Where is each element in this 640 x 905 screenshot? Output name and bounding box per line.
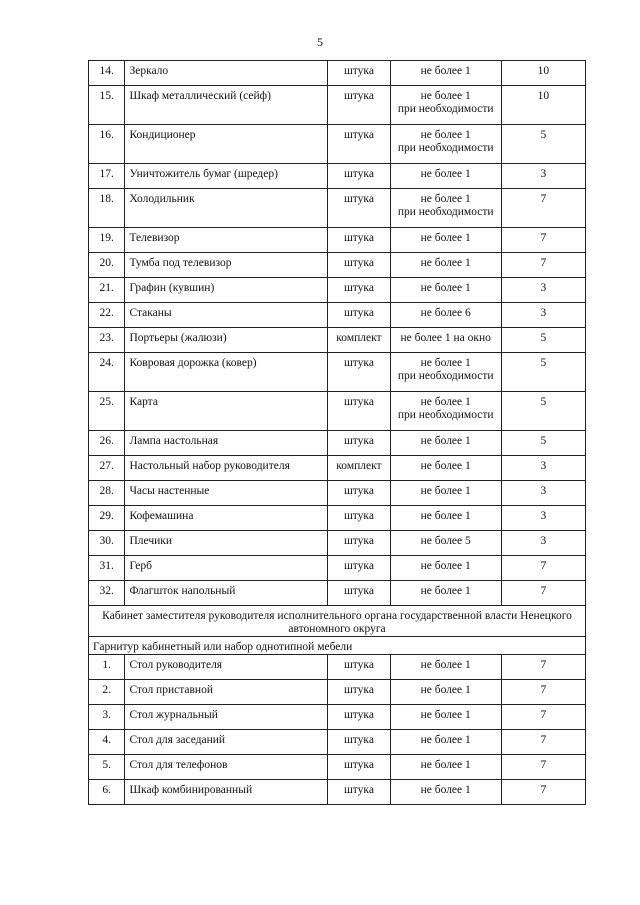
item-service-life: 7 (501, 730, 585, 755)
item-name: Стол руководителя (125, 655, 328, 680)
item-service-life: 7 (501, 705, 585, 730)
row-number: 15. (89, 86, 125, 125)
quantity-line: не более 1 (420, 396, 471, 408)
item-unit: штука (328, 506, 391, 531)
table-row (89, 531, 586, 556)
section-heading-row (89, 606, 586, 637)
quantity-line: не более 5 (420, 535, 471, 547)
item-quantity (390, 481, 501, 506)
item-name: Карта (125, 392, 328, 431)
quantity-line: не более 1 (420, 435, 471, 447)
table-row (89, 353, 586, 392)
item-service-life: 7 (501, 189, 585, 228)
table-row (89, 481, 586, 506)
row-number: 26. (89, 431, 125, 456)
item-quantity (390, 86, 501, 125)
item-unit: штука (328, 531, 391, 556)
table-row (89, 705, 586, 730)
section-heading: Кабинет заместителя руководителя исполнительного органа государственной власти Ненецкого автономного округа (89, 606, 586, 637)
item-quantity (390, 431, 501, 456)
item-service-life: 3 (501, 481, 585, 506)
item-quantity (390, 328, 501, 353)
item-quantity (390, 655, 501, 680)
item-name: Герб (125, 556, 328, 581)
quantity-line: при необходимости (397, 370, 494, 382)
row-number: 4. (89, 730, 125, 755)
row-number: 31. (89, 556, 125, 581)
item-unit: штука (328, 86, 391, 125)
row-number: 1. (89, 655, 125, 680)
table-row (89, 581, 586, 606)
subsection-heading: Гарнитур кабинетный или набор однотипной мебели (89, 637, 586, 655)
quantity-line: не более 1 (420, 129, 471, 141)
quantity-line: при необходимости (397, 103, 494, 115)
item-quantity (390, 730, 501, 755)
quantity-line: не более 1 (420, 65, 471, 77)
quantity-line: не более 1 (420, 357, 471, 369)
item-name: Ковровая дорожка (ковер) (125, 353, 328, 392)
quantity-line: не более 1 (420, 232, 471, 244)
row-number: 5. (89, 755, 125, 780)
row-number: 23. (89, 328, 125, 353)
item-service-life: 3 (501, 506, 585, 531)
item-quantity (390, 705, 501, 730)
quantity-line: не более 1 (420, 460, 471, 472)
item-name: Зеркало (125, 61, 328, 86)
item-service-life: 7 (501, 228, 585, 253)
row-number: 14. (89, 61, 125, 86)
page-number: 5 (317, 35, 323, 49)
table-body-bottom (89, 655, 586, 805)
item-service-life: 3 (501, 164, 585, 189)
item-name: Стол для телефонов (125, 755, 328, 780)
item-quantity (390, 456, 501, 481)
item-quantity (390, 506, 501, 531)
table-row (89, 431, 586, 456)
quantity-line: при необходимости (397, 409, 494, 421)
item-service-life: 10 (501, 61, 585, 86)
item-quantity (390, 531, 501, 556)
item-name: Шкаф металлический (сейф) (125, 86, 328, 125)
item-name: Стол журнальный (125, 705, 328, 730)
item-quantity (390, 228, 501, 253)
row-number: 21. (89, 278, 125, 303)
quantity-line: не более 1 (420, 659, 471, 671)
item-unit: штука (328, 303, 391, 328)
item-name: Стол приставной (125, 680, 328, 705)
quantity-line: не более 1 (420, 684, 471, 696)
item-quantity (390, 61, 501, 86)
item-name: Стаканы (125, 303, 328, 328)
item-service-life: 10 (501, 86, 585, 125)
row-number: 3. (89, 705, 125, 730)
quantity-line: не более 1 (420, 485, 471, 497)
row-number: 16. (89, 125, 125, 164)
row-number: 29. (89, 506, 125, 531)
item-quantity (390, 253, 501, 278)
quantity-line: не более 1 (420, 193, 471, 205)
item-quantity (390, 189, 501, 228)
item-unit: штука (328, 730, 391, 755)
table-row (89, 278, 586, 303)
item-unit: штука (328, 392, 391, 431)
table-row (89, 228, 586, 253)
table-row (89, 164, 586, 189)
item-service-life: 7 (501, 780, 585, 805)
item-name: Стол для заседаний (125, 730, 328, 755)
table-row (89, 755, 586, 780)
item-quantity (390, 164, 501, 189)
subsection-heading-row (89, 637, 586, 655)
table-row (89, 125, 586, 164)
item-service-life: 5 (501, 125, 585, 164)
item-quantity (390, 755, 501, 780)
item-name: Флагшток напольный (125, 581, 328, 606)
item-quantity (390, 392, 501, 431)
item-unit: штука (328, 431, 391, 456)
table-row (89, 780, 586, 805)
item-quantity (390, 125, 501, 164)
item-unit: штука (328, 581, 391, 606)
table-row (89, 506, 586, 531)
row-number: 17. (89, 164, 125, 189)
table-row (89, 680, 586, 705)
row-number: 30. (89, 531, 125, 556)
row-number: 19. (89, 228, 125, 253)
item-service-life: 3 (501, 303, 585, 328)
item-unit: штука (328, 189, 391, 228)
row-number: 22. (89, 303, 125, 328)
item-unit: штука (328, 253, 391, 278)
item-quantity (390, 278, 501, 303)
quantity-line: не более 1 на окно (400, 332, 491, 344)
row-number: 2. (89, 680, 125, 705)
item-name: Холодильник (125, 189, 328, 228)
quantity-line: не более 1 (420, 784, 471, 796)
row-number: 32. (89, 581, 125, 606)
item-unit: штука (328, 655, 391, 680)
item-service-life: 7 (501, 680, 585, 705)
item-quantity (390, 581, 501, 606)
item-name: Кондиционер (125, 125, 328, 164)
item-unit: штука (328, 125, 391, 164)
item-service-life: 5 (501, 353, 585, 392)
quantity-line: не более 1 (420, 168, 471, 180)
table-row (89, 328, 586, 353)
furniture-norms-table (88, 60, 586, 805)
quantity-line: не более 1 (420, 257, 471, 269)
item-name: Часы настенные (125, 481, 328, 506)
quantity-line: не более 1 (420, 759, 471, 771)
table-row (89, 392, 586, 431)
item-quantity (390, 780, 501, 805)
row-number: 24. (89, 353, 125, 392)
row-number: 28. (89, 481, 125, 506)
item-service-life: 3 (501, 456, 585, 481)
item-name: Лампа настольная (125, 431, 328, 456)
item-unit: штука (328, 353, 391, 392)
quantity-line: не более 1 (420, 734, 471, 746)
table-body-top (89, 61, 586, 606)
item-service-life: 7 (501, 581, 585, 606)
quantity-line: не более 1 (420, 510, 471, 522)
quantity-line: не более 1 (420, 90, 471, 102)
item-name: Графин (кувшин) (125, 278, 328, 303)
item-name: Кофемашина (125, 506, 328, 531)
item-quantity (390, 353, 501, 392)
item-unit: комплект (328, 328, 391, 353)
item-quantity (390, 303, 501, 328)
item-name: Уничтожитель бумаг (шредер) (125, 164, 328, 189)
table-row (89, 556, 586, 581)
table-row (89, 456, 586, 481)
row-number: 6. (89, 780, 125, 805)
item-name: Плечики (125, 531, 328, 556)
item-name: Портьеры (жалюзи) (125, 328, 328, 353)
item-unit: штука (328, 228, 391, 253)
item-name: Настольный набор руководителя (125, 456, 328, 481)
item-name: Шкаф комбинированный (125, 780, 328, 805)
item-unit: штука (328, 61, 391, 86)
item-service-life: 7 (501, 755, 585, 780)
item-service-life: 3 (501, 531, 585, 556)
item-unit: штука (328, 755, 391, 780)
item-unit: штука (328, 780, 391, 805)
item-name: Телевизор (125, 228, 328, 253)
item-service-life: 7 (501, 655, 585, 680)
item-quantity (390, 680, 501, 705)
quantity-line: при необходимости (397, 206, 494, 218)
table-row (89, 189, 586, 228)
item-unit: штука (328, 705, 391, 730)
quantity-line: не более 1 (420, 560, 471, 572)
item-service-life: 5 (501, 328, 585, 353)
table-body-section (89, 606, 586, 655)
item-unit: штука (328, 481, 391, 506)
item-unit: комплект (328, 456, 391, 481)
item-unit: штука (328, 278, 391, 303)
item-unit: штука (328, 680, 391, 705)
table-row (89, 61, 586, 86)
row-number: 25. (89, 392, 125, 431)
row-number: 20. (89, 253, 125, 278)
quantity-line: не более 1 (420, 282, 471, 294)
row-number: 27. (89, 456, 125, 481)
item-unit: штука (328, 164, 391, 189)
table-row (89, 253, 586, 278)
item-service-life: 5 (501, 392, 585, 431)
quantity-line: не более 6 (420, 307, 471, 319)
item-service-life: 3 (501, 278, 585, 303)
table-row (89, 303, 586, 328)
item-unit: штука (328, 556, 391, 581)
quantity-line: не более 1 (420, 585, 471, 597)
table-row (89, 730, 586, 755)
item-name: Тумба под телевизор (125, 253, 328, 278)
quantity-line: не более 1 (420, 709, 471, 721)
quantity-line: при необходимости (397, 142, 494, 154)
row-number: 18. (89, 189, 125, 228)
table-row (89, 86, 586, 125)
item-service-life: 7 (501, 556, 585, 581)
item-quantity (390, 556, 501, 581)
table-row (89, 655, 586, 680)
item-service-life: 7 (501, 253, 585, 278)
item-service-life: 5 (501, 431, 585, 456)
